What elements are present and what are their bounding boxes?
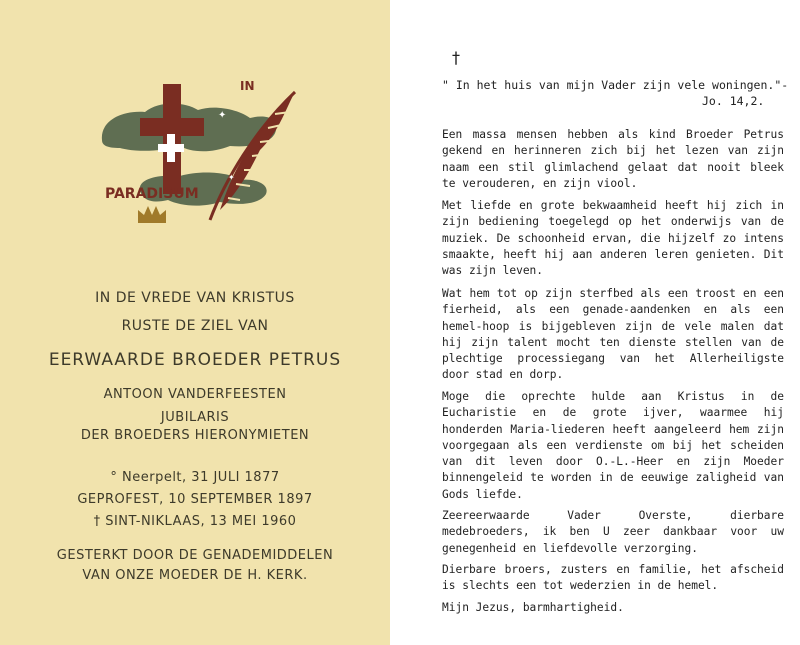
- order-name: DER BROEDERS HIERONYMIETEN: [80, 428, 310, 443]
- sacraments-line-1: GESTERKT DOOR DE GENADEMIDDELEN: [56, 548, 334, 563]
- card-left-panel: [0, 0, 390, 645]
- civil-name: ANTOON VANDERFEESTEN: [103, 387, 287, 402]
- profession-line: GEPROFEST, 10 SEPTEMBER 1897: [77, 492, 313, 507]
- birth-line: ° Neerpelt, 31 JULI 1877: [110, 470, 280, 485]
- emblem-label-in: IN: [240, 79, 255, 93]
- jubilarian-label: JUBILARIS: [160, 410, 230, 425]
- text-paragraph: Dierbare broers, zusters en familie, het afscheid is slechts een tot wederzien in de hemel.: [442, 563, 784, 593]
- text-paragraph: Wat hem tot op zijn sterfbed als een troost en een fierheid, als een genade-aandenken en als een hemel-hoop is bijgebleven zijn de vele malen dat hij zijn talent mocht ten dienste stellen van de plechtige processiegang van het Allerheiligste door stad en dorp.: [442, 287, 784, 382]
- rest-line: RUSTE DE ZIEL VAN: [121, 318, 269, 334]
- crown-icon: [138, 206, 166, 223]
- sparkle-icon: ✦: [218, 110, 227, 121]
- death-line: † SINT-NIKLAAS, 13 MEI 1960: [93, 514, 297, 529]
- sparkle-icon: ✦: [228, 173, 235, 182]
- bible-reference: Jo. 14,2.: [702, 94, 765, 108]
- text-paragraph: Mijn Jezus, barmhartigheid.: [442, 601, 624, 614]
- peace-line: IN DE VREDE VAN KRISTUS: [95, 290, 295, 306]
- sacraments-line-2: VAN ONZE MOEDER DE H. KERK.: [82, 568, 308, 583]
- text-paragraph: Een massa mensen hebben als kind Broeder Petrus gekend en herinneren zich bij het lezen van zijn naam een stil glimlachend gelaat dat nooit bleek te verouderen, en zijn viool.: [442, 128, 784, 190]
- text-paragraph: Zeereerwaarde Vader Overste, dierbare medebroeders, ik ben U zeer dankbaar voor uw genegenheid en liefdevolle verzorging.: [442, 509, 784, 555]
- text-paragraph: Moge die oprechte hulde aan Kristus in de Eucharistie en de grote ijver, waarmee hij honderden Maria-liederen heeft aangeleerd hem zijn voorgegaan als een verdienste om bij het scheiden van dit leven door O.-L.-Heer en zijn Moeder binnengeleid te worden in de eeuwige zaligheid van Gods liefde.: [442, 390, 784, 501]
- text-paragraph: Met liefde en grote bekwaamheid heeft hij zich in zijn bediening toegelegd op het onderwijs van de muziek. De schoonheid ervan, die hijzelf zo intens smaakte, heeft hij aan anderen leren genieten. Dit was zijn leven.: [442, 199, 784, 278]
- in-paradisum-emblem: [90, 70, 320, 230]
- cross-symbol: †: [452, 48, 460, 67]
- deceased-name: EERWAARDE BROEDER PETRUS: [48, 350, 342, 370]
- bible-quote: " In het huis van mijn Vader zijn vele woningen."-: [442, 78, 789, 92]
- emblem-label-paradisum: PARADISUM: [105, 186, 199, 202]
